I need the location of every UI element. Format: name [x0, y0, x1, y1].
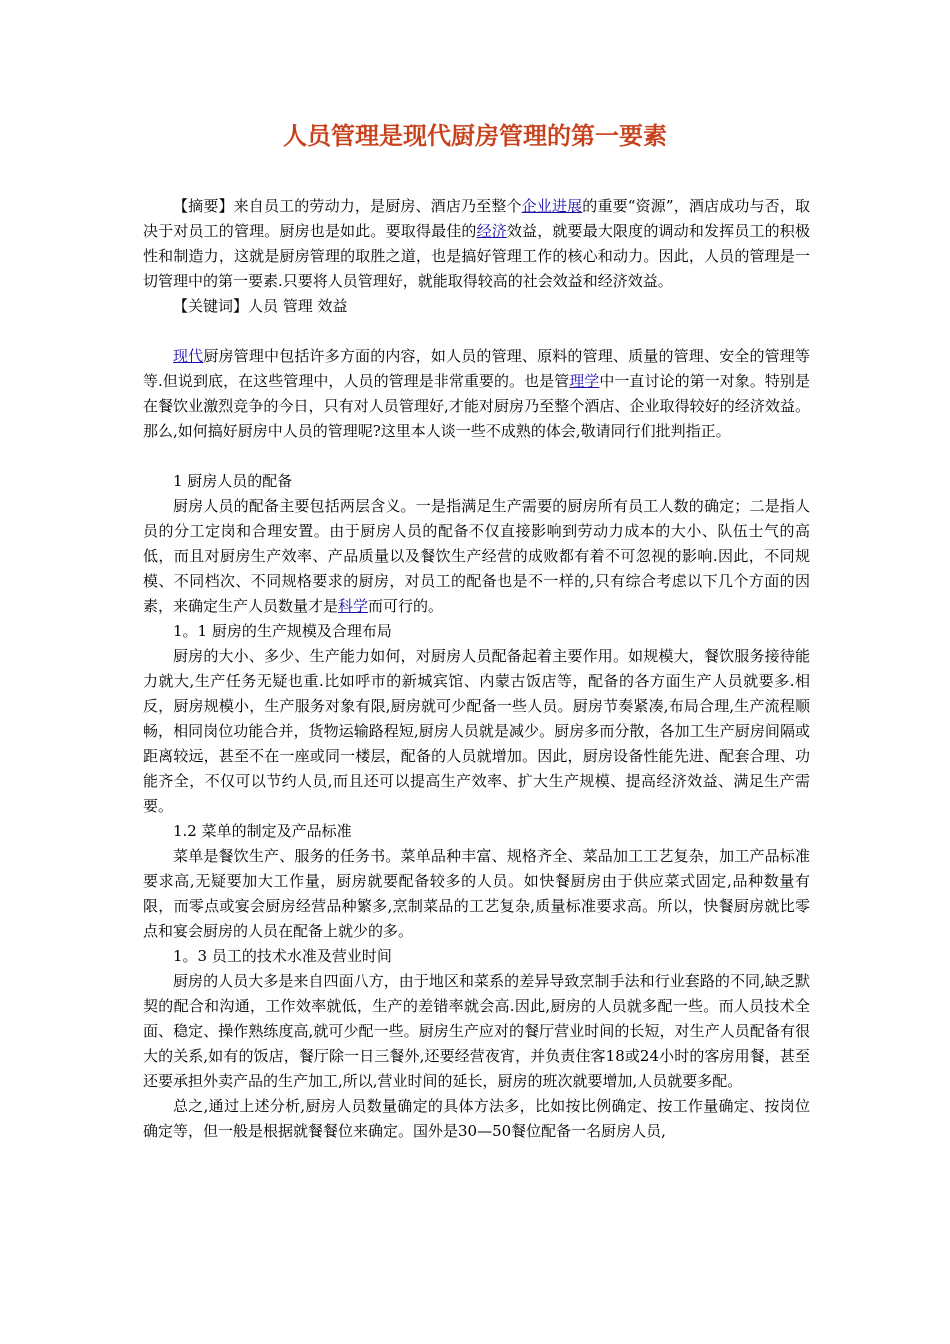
- section-1-1-heading: 1。1 厨房的生产规模及合理布局: [173, 622, 392, 640]
- abstract-paragraph: [143, 194, 810, 294]
- link-economy[interactable]: 经济: [476, 222, 507, 240]
- abstract-text-1: 【摘要】来自员工的劳动力，是厨房、酒店乃至整个: [173, 197, 522, 215]
- spacer: [143, 319, 810, 344]
- link-modern[interactable]: 现代: [173, 347, 204, 365]
- summary-paragraph: 总之,通过上述分析,厨房人员数量确定的具体方法多，比如按比例确定、按工作量确定、按岗位确定等，但一般是根据就餐餐位来确定。国外是30—50餐位配备一名厨房人员,: [143, 1097, 810, 1140]
- section-1-1-paragraph: 厨房的大小、多少、生产能力如何，对厨房人员配备起着主要作用。如规模大，餐饮服务接待能力就大,生产任务无疑也重.比如呼市的新城宾馆、内蒙古饭店等，配备的各方面生产人员就要多.相反，厨房规模小，生产服务对象有限,厨房就可少配备一些人员。厨房节奏紧凑,布局合理,生产流程顺畅，相同岗位功能合并，货物运输路程短,厨房人员就是减少。厨房多而分散，各加工生产厨房间隔或距离较远，甚至不在一座或同一楼层，配备的人员就增加。因此，厨房设备性能先进、配套合理、功能齐全，不仅可以节约人员,而且还可以提高生产效率、扩大生产规模、提高经济效益、满足生产需要。: [143, 647, 810, 815]
- spacer: [143, 444, 810, 469]
- section-1-2-heading: 1.2 菜单的制定及产品标准: [173, 822, 352, 840]
- intro-paragraph: [143, 344, 810, 444]
- document-title: 人员管理是现代厨房管理的第一要素: [283, 122, 667, 150]
- abstract-text-3: 效益，就要最大限度的调动和发挥员工的积极性和制造力，这就是厨房管理的取胜之道，也是搞好管理工作的核心和动力。因此，人员的管理是一切管理中的第一要素.只要将人员管理好，就能取得较高的社会效益和经济效益。: [143, 222, 810, 290]
- link-enterprise-development[interactable]: 企业进展: [521, 197, 583, 215]
- intro-text-2: 中一直讨论的第一对象。特别是在餐饮业激烈竞争的今日，只有对人员管理好,才能对厨房乃至整个酒店、企业取得较好的经济效益。那么,如何搞好厨房中人员的管理呢?这里本人谈一些不成熟的体会,敬请同行们批判指正。: [143, 372, 810, 440]
- section-1-text: 厨房人员的配备主要包括两层含义。一是指满足生产需要的厨房所有员工人数的确定；二是指人员的分工定岗和合理安置。由于厨房人员的配备不仅直接影响到劳动力成本的大小、队伍士气的高低，而且对厨房生产效率、产品质量以及餐饮生产经营的成败都有着不可忽视的影响.因此，不同规模、不同档次、不同规格要求的厨房，对员工的配备也是不一样的,只有综合考虑以下几个方面的因素，来确定生产人员数量才是: [143, 497, 810, 615]
- section-1-2-paragraph: 菜单是餐饮生产、服务的任务书。菜单品种丰富、规格齐全、菜品加工工艺复杂，加工产品标准要求高,无疑要加大工作量，厨房就要配备较多的人员。如快餐厨房由于供应菜式固定,品种数量有限，而零点或宴会厨房经营品种繁多,烹制菜品的工艺复杂,质量标准要求高。所以，快餐厨房就比零点和宴会厨房的人员在配备上就少的多。: [143, 847, 810, 940]
- section-1-heading: 1 厨房人员的配备: [173, 472, 293, 490]
- section-1-3-paragraph: 厨房的人员大多是来自四面八方，由于地区和菜系的差异导致烹制手法和行业套路的不同,缺乏默契的配合和沟通，工作效率就低，生产的差错率就会高.因此,厨房的人员就多配一些。而人员技术全面、稳定、操作熟练度高,就可少配一些。厨房生产应对的餐厅营业时间的长短，对生产人员配备有很大的关系,如有的饭店，餐厅除一日三餐外,还要经营夜宵，并负责住客18或24小时的客房用餐，甚至还要承担外卖产品的生产加工,所以,营业时间的延长，厨房的班次就要增加,人员就要多配。: [143, 972, 810, 1090]
- intro-text-1: 厨房管理中包括许多方面的内容，如人员的管理、原料的管理、质量的管理、安全的管理等等.但说到底，在这些管理中，人员的管理是非常重要的。也是管: [143, 347, 810, 390]
- document-body: [143, 194, 810, 1144]
- section-1-3-heading: 1。3 员工的技术水准及营业时间: [173, 947, 392, 965]
- link-science[interactable]: 科学: [338, 597, 369, 615]
- abstract-text-2: 的重要“资源”，酒店成功与否，取决于对员工的管理。厨房也是如此。要取得最佳的: [143, 197, 810, 240]
- section-1-text-end: 而可行的。: [368, 597, 444, 615]
- section-1-paragraph: [143, 494, 810, 619]
- link-management-science[interactable]: 理学: [569, 372, 600, 390]
- keywords-paragraph: 【关键词】人员 管理 效益: [173, 297, 348, 315]
